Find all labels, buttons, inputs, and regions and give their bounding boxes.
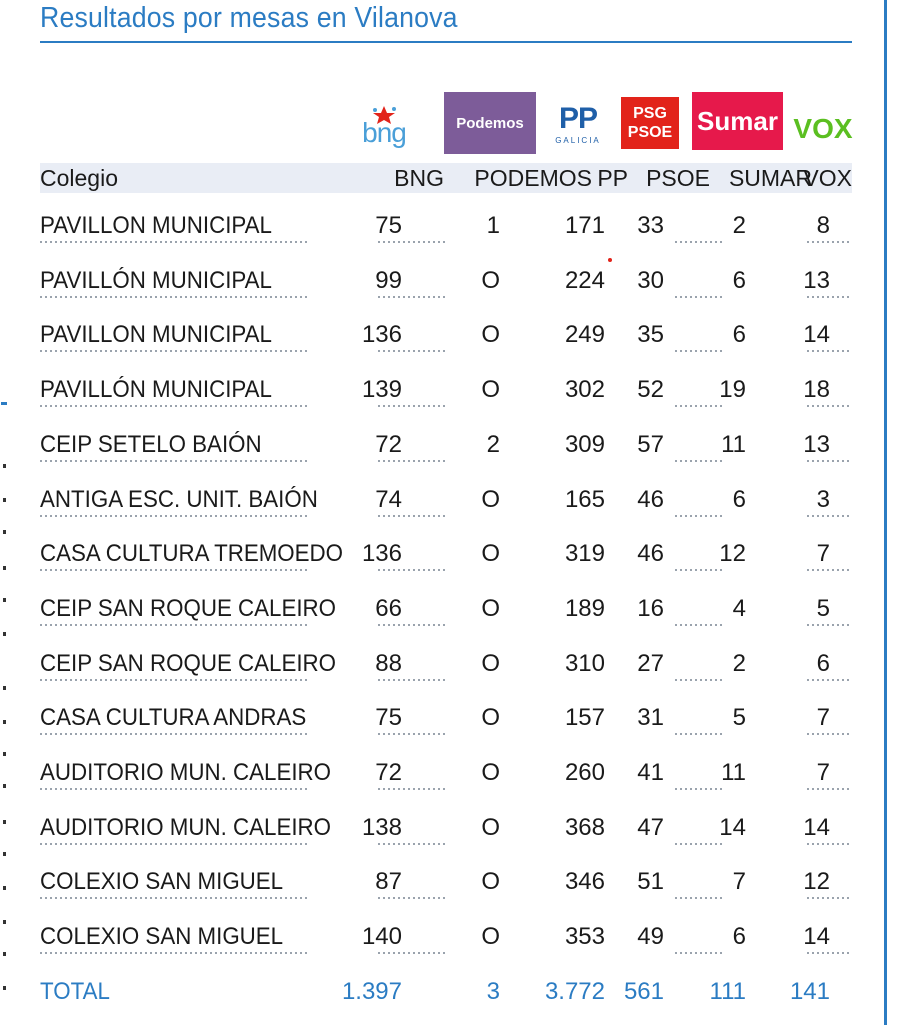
bng-logo-text: bng [362, 117, 406, 148]
cell-psoe: 49 [637, 923, 664, 951]
dotted-separator [675, 405, 722, 407]
cell-psoe: 41 [637, 759, 664, 786]
dotted-separator [40, 569, 310, 571]
dotted-separator [675, 952, 722, 954]
dotted-separator [807, 952, 852, 954]
dotted-separator [807, 515, 852, 517]
cell-podemos: O [481, 813, 500, 841]
cell-podemos: O [481, 266, 500, 294]
cell-vox: 7 [816, 540, 830, 568]
cell-sumar: 6 [732, 266, 746, 294]
cell-bng: 140 [361, 923, 402, 951]
psoe-logo-line2: PSOE [627, 124, 673, 141]
table-row [40, 535, 852, 573]
bng-logo [352, 98, 416, 154]
cell-podemos: 1 [486, 212, 500, 239]
sumar-logo: Sumar [692, 88, 783, 150]
cell-pp: 260 [564, 759, 605, 786]
dotted-separator [675, 460, 722, 462]
cell-psoe: 27 [637, 649, 664, 677]
cell-colegio: ANTIGA ESC. UNIT. BAIÓN [40, 485, 318, 513]
cell-vox: 18 [803, 376, 830, 404]
dotted-separator [40, 241, 310, 243]
pp-logo-text: PP [558, 101, 598, 135]
dotted-separator [807, 241, 852, 243]
dotted-separator [378, 350, 448, 352]
table-row [40, 699, 852, 737]
cell-pp: 189 [564, 594, 605, 622]
dotted-separator [40, 897, 310, 899]
dotted-separator [675, 350, 722, 352]
table-row [40, 262, 852, 300]
dotted-separator [675, 515, 722, 517]
cell-pp: 157 [564, 704, 605, 732]
right-border-rule [884, 0, 887, 1025]
cell-vox: 5 [816, 594, 830, 622]
cell-sumar: 6 [732, 923, 746, 951]
cell-vox: 14 [803, 923, 830, 951]
cell-sumar: 19 [719, 376, 746, 404]
cell-pp: 310 [564, 649, 605, 677]
dotted-separator [40, 624, 310, 626]
cell-colegio: TOTAL [40, 977, 110, 1005]
cell-pp: 224 [564, 266, 605, 294]
dotted-separator [378, 569, 448, 571]
cell-sumar: 11 [721, 759, 746, 786]
cell-podemos: O [481, 649, 500, 677]
cell-psoe: 47 [637, 813, 664, 841]
table-row [40, 207, 852, 245]
dotted-separator [378, 624, 448, 626]
table-header [40, 163, 852, 193]
cell-psoe: 30 [637, 266, 664, 294]
dotted-separator [378, 679, 448, 681]
dotted-separator [40, 350, 310, 352]
dotted-separator [378, 733, 448, 735]
cell-pp: 249 [564, 321, 605, 349]
cell-pp: 302 [564, 376, 605, 404]
dotted-separator [675, 788, 722, 790]
vox-logo: VOX [793, 113, 853, 144]
dotted-separator [675, 679, 722, 681]
dotted-separator [40, 515, 310, 517]
dotted-separator [807, 679, 852, 681]
cell-vox: 7 [816, 704, 830, 732]
cell-vox: 12 [803, 868, 830, 896]
cell-podemos: O [481, 376, 500, 404]
page-title: Resultados por mesas en Vilanova [40, 2, 458, 34]
cell-bng: 75 [375, 704, 402, 732]
table-row [40, 426, 852, 464]
dotted-separator [40, 788, 310, 790]
dotted-separator [378, 952, 448, 954]
cell-colegio: PAVILLON MUNICIPAL [40, 212, 272, 239]
dotted-separator [378, 460, 448, 462]
cell-podemos: 3 [486, 977, 500, 1005]
cell-vox: 13 [803, 430, 830, 458]
cell-bng: 138 [361, 813, 402, 841]
table-row [40, 590, 852, 628]
dotted-separator [807, 733, 852, 735]
dotted-separator [675, 843, 722, 845]
dotted-separator [40, 679, 310, 681]
cell-sumar: 6 [732, 321, 746, 349]
cell-sumar: 2 [732, 212, 746, 239]
cell-bng: 136 [361, 321, 402, 349]
table-row [40, 645, 852, 683]
dotted-separator [807, 460, 852, 462]
dotted-separator [40, 952, 310, 954]
cell-sumar: 11 [721, 430, 746, 458]
cell-psoe: 52 [637, 376, 664, 404]
cell-psoe: 35 [637, 321, 664, 349]
cell-pp: 171 [564, 212, 605, 239]
header-sumar: SUMAR [728, 165, 812, 191]
cell-pp: 353 [564, 923, 605, 951]
cell-psoe: 561 [623, 977, 664, 1005]
cell-colegio: COLEXIO SAN MIGUEL [40, 868, 284, 896]
cell-bng: 88 [375, 649, 402, 677]
cell-podemos: O [481, 704, 500, 732]
dotted-separator [807, 569, 852, 571]
cell-pp: 309 [564, 430, 605, 458]
cell-colegio: PAVILLÓN MUNICIPAL [40, 266, 272, 294]
cell-podemos: O [481, 759, 500, 786]
cell-colegio: PAVILLON MUNICIPAL [40, 321, 272, 349]
header-pp: PP [597, 165, 628, 191]
dotted-separator [675, 296, 722, 298]
cell-bng: 75 [375, 212, 402, 239]
cell-psoe: 46 [637, 485, 664, 513]
header-vox: VOX [803, 165, 852, 191]
pp-logo-subtext: GALICIA [555, 135, 601, 145]
cell-bng: 136 [361, 540, 402, 568]
cell-podemos: O [481, 485, 500, 513]
cell-pp: 346 [564, 868, 605, 896]
dotted-separator [378, 296, 448, 298]
header-podemos: PODEMOS [474, 165, 592, 191]
left-margin-marks [0, 380, 10, 1020]
cell-bng: 66 [375, 594, 402, 622]
cell-colegio: COLEXIO SAN MIGUEL [40, 923, 284, 951]
table-row [40, 481, 852, 519]
dotted-separator [807, 843, 852, 845]
dotted-separator [675, 241, 722, 243]
cell-psoe: 33 [637, 212, 664, 239]
dotted-separator [807, 788, 852, 790]
cell-psoe: 46 [637, 540, 664, 568]
cell-vox: 14 [803, 321, 830, 349]
table-row [40, 809, 852, 847]
cell-sumar: 2 [732, 649, 746, 677]
cell-vox: 8 [816, 212, 830, 239]
cell-colegio: PAVILLÓN MUNICIPAL [40, 376, 272, 404]
pp-logo [548, 97, 608, 151]
dotted-separator [807, 624, 852, 626]
header-psoe: PSOE [646, 165, 710, 191]
cell-colegio: AUDITORIO MUN. CALEIRO [40, 759, 332, 786]
total-row [40, 973, 852, 1011]
dotted-separator [675, 897, 722, 899]
dotted-separator [807, 405, 852, 407]
dotted-separator [40, 296, 310, 298]
cell-sumar: 12 [719, 540, 746, 568]
cell-psoe: 51 [637, 868, 664, 896]
cell-podemos: O [481, 868, 500, 896]
cell-colegio: CASA CULTURA TREMOEDO [40, 540, 344, 568]
cell-pp: 165 [564, 485, 605, 513]
dotted-separator [807, 897, 852, 899]
cell-vox: 13 [803, 266, 830, 294]
table-row [40, 918, 852, 956]
dotted-separator [675, 733, 722, 735]
table-row [40, 754, 852, 792]
cell-colegio: CEIP SAN ROQUE CALEIRO [40, 649, 337, 677]
cell-bng: 74 [375, 485, 402, 513]
cell-podemos: O [481, 923, 500, 951]
cell-vox: 6 [816, 649, 830, 677]
cell-sumar: 5 [732, 704, 746, 732]
psoe-logo-line1: PSG [633, 105, 667, 122]
cell-sumar: 14 [719, 813, 746, 841]
table-row [40, 863, 852, 901]
cell-psoe: 57 [637, 430, 664, 458]
cell-bng: 72 [375, 759, 402, 786]
cell-podemos: O [481, 594, 500, 622]
cell-bng: 72 [375, 430, 402, 458]
dotted-separator [40, 460, 310, 462]
cell-colegio: AUDITORIO MUN. CALEIRO [40, 813, 332, 841]
cell-bng: 99 [375, 266, 402, 294]
cell-sumar: 7 [732, 868, 746, 896]
cell-bng: 139 [361, 376, 402, 404]
cell-podemos: O [481, 540, 500, 568]
cell-pp: 368 [564, 813, 605, 841]
cell-pp: 3.772 [544, 977, 605, 1005]
cell-vox: 141 [789, 977, 830, 1005]
dotted-separator [675, 624, 722, 626]
dotted-separator [40, 843, 310, 845]
dotted-separator [378, 897, 448, 899]
cell-bng: 1.397 [341, 977, 402, 1005]
dotted-separator [378, 241, 448, 243]
cell-sumar: 4 [732, 594, 746, 622]
dotted-separator [675, 569, 722, 571]
table-row [40, 316, 852, 354]
dotted-separator [807, 296, 852, 298]
cell-pp: 319 [564, 540, 605, 568]
dotted-separator [40, 405, 310, 407]
dotted-separator [378, 515, 448, 517]
table-row [40, 371, 852, 409]
title-rule [40, 41, 852, 43]
cell-bng: 87 [375, 868, 402, 896]
cell-colegio: CEIP SAN ROQUE CALEIRO [40, 594, 337, 622]
cell-podemos: O [481, 321, 500, 349]
cell-vox: 7 [816, 759, 830, 786]
cell-colegio: CEIP SETELO BAIÓN [40, 430, 262, 458]
cell-podemos: 2 [486, 430, 500, 458]
dotted-separator [40, 733, 310, 735]
dotted-separator [807, 350, 852, 352]
cell-psoe: 31 [637, 704, 664, 732]
podemos-logo: Podemos [444, 92, 536, 154]
dotted-separator [378, 788, 448, 790]
cell-psoe: 16 [637, 594, 664, 622]
cell-vox: 3 [816, 485, 830, 513]
cell-sumar: 6 [732, 485, 746, 513]
cell-colegio: CASA CULTURA ANDRAS [40, 704, 307, 732]
dotted-separator [378, 405, 448, 407]
cell-vox: 14 [803, 813, 830, 841]
header-bng: BNG [394, 165, 444, 191]
psoe-logo [621, 97, 679, 149]
dotted-separator [378, 843, 448, 845]
header-colegio: Colegio [40, 165, 118, 191]
cell-sumar: 111 [709, 977, 746, 1005]
